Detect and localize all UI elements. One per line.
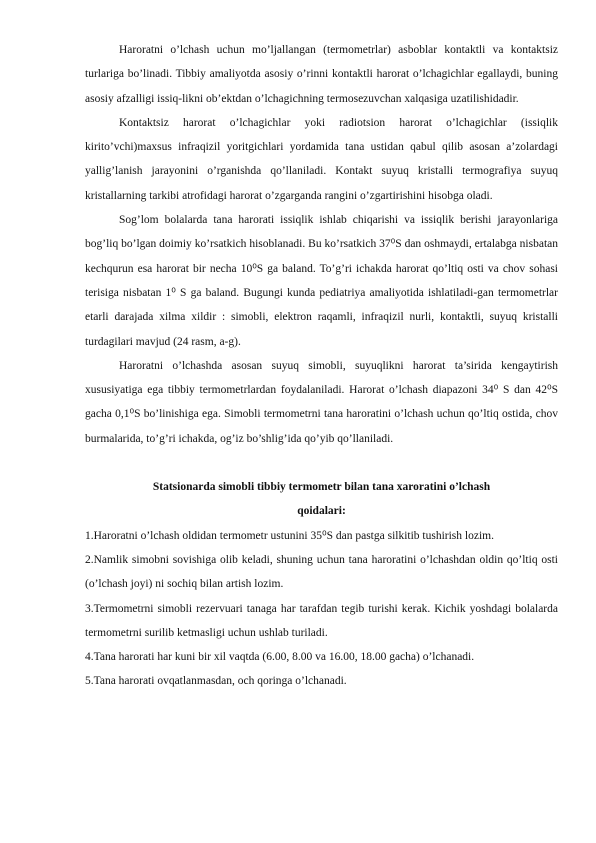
rule-item-4: 4.Tana harorati har kuni bir xil vaqtda (6.00, 8.00 va 16.00, 18.00 gacha) o’lchanadi.	[85, 651, 475, 664]
rule-item-2: 2.Namlik simobni sovishiga olib keladi, shuning uchun tana haroratini o’lchashdan oldin qo’ltiq osti (o’lchash joyi) ni sochiq bilan artish lozim.	[85, 553, 558, 591]
rule-item-1: 1.Haroratni o’lchash oldidan termometr ustunini 35⁰S dan pastga silkitib tushirish lozim.	[85, 529, 494, 542]
paragraph-mercury-thermometer: Haroratni o’lchashda asosan suyuq simobli, suyuqlikni harorat ta’sirida kengaytirish xususiyatiga ega tibbiy termometrlardan foydalaniladi. Harorat o’lchash diapazoni 34⁰ S dan 42⁰S gacha 0,1⁰S bo’linishiga ega. Simobli termometrni tana haroratini o’lchash uchun qo’ltiq ostida, chov burmalarida, to’g’ri ichakda, og’iz bo’shlig’ida qo’yib qo’llaniladi.	[85, 359, 558, 445]
section-spacer	[85, 451, 558, 475]
rule-item-5: 5.Tana harorati ovqatlanmasdan, och qoringa o’lchanadi.	[85, 675, 347, 688]
section-heading-line-1: Statsionarda simobli tibbiy termometr bilan tana xaroratini o’lchash	[152, 481, 491, 494]
paragraph-body-temperature: Sog’lom bolalarda tana harorati issiqlik ishlab chiqarishi va issiqlik berishi jarayonlariga bog’liq bo’lgan doimiy ko’rsatkich hisoblanadi. Bu ko’rsatkich 37⁰S dan oshmaydi, ertalabga nisbatan kechqurun esa harorat bir necha 10⁰S ga baland. To’g’ri ichakda harorat qo’ltiq osti va chov sohasi terisiga nisbatan 1⁰ S ga baland. Bugungi kunda pediatriya amaliyotida ishlatiladi-gan termometrlar etarli darajada xilma xildir : simobli, elektron raqamli, infraqizil nurli, kontaktli, suyuq kristalli turdagilari mavjud (24 rasm, a-g).	[85, 214, 558, 348]
paragraph-contactless-thermometers: Kontaktsiz harorat o’lchagichlar yoki radiotsion harorat o’lchagichlar (issiqlik kirito’vchi)maxsus infraqizil yoritgichlari yordamida tana ustidan qabul qilib asosan a’zolardagi yallig’lanish jarayonini o’rganishda qo’llaniladi. Kontakt suyuq kristalli termografiya suyuq kristallarning tarkibi atrofidagi harorat o’zgarganda rangini o’zgartirishini hisobga oladi.	[85, 116, 558, 202]
paragraph-thermometer-types: Haroratni o’lchash uchun mo’ljallangan (termometrlar) asboblar kontaktli va kontaktsiz turlariga bo’linadi. Tibbiy amaliyotda asosiy o’rinni kontaktli harorat o’lchagichlar egallaydi, buning asosiy afzalligi issiq-likni ob’ektdan o’lchagichning termosezuvchan xalqasiga uzatilishidadir.	[85, 44, 558, 105]
section-heading-line-2: qoidalari:	[297, 505, 346, 518]
rule-item-3: 3.Termometrni simobli rezervuari tanaga har tarafdan tegib turishi kerak. Kichik yoshdagi bolalarda termometrni surilib ketmasligi uchun ushlab turiladi.	[85, 602, 558, 639]
